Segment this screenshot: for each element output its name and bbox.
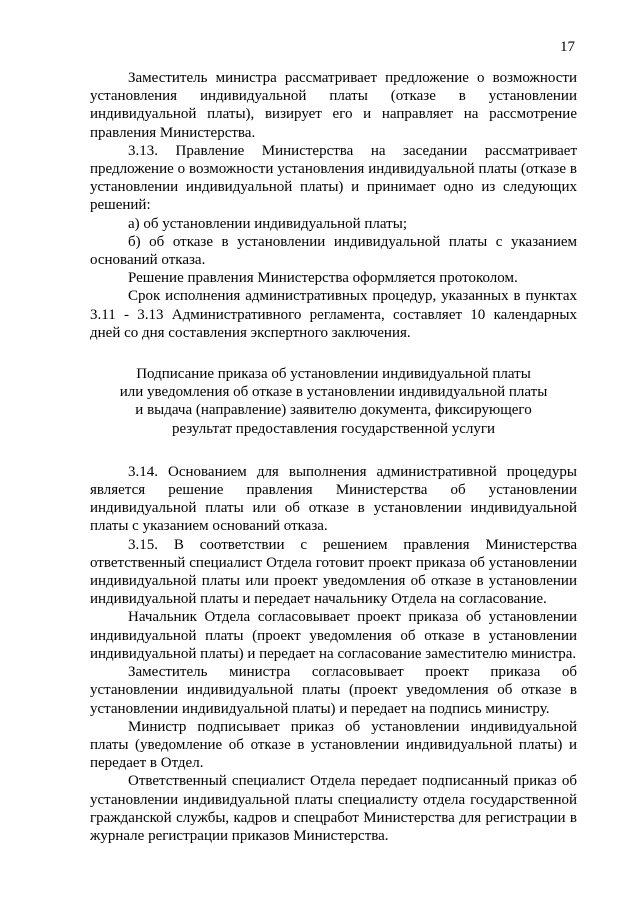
section-heading-line: и выдача (направление) заявителю документа, фиксирующего xyxy=(135,402,532,419)
paragraph-minister-signs: Министр подписывает приказ об установлении индивидуальной платы (уведомление об отказе в установлении индивидуальной платы) и передает в Отдел. xyxy=(90,718,577,772)
paragraph-3-14: 3.14. Основанием для выполнения административной процедуры является решение правления Министерства об установлении индивидуальной платы или об отказе в установлении индивидуальной платы с указанием оснований отказа. xyxy=(90,463,577,535)
paragraph-option-a: а) об установлении индивидуальной платы; xyxy=(128,215,407,232)
section-heading-line: Подписание приказа об установлении индивидуальной платы xyxy=(136,366,531,383)
page-number: 17 xyxy=(560,39,575,55)
section-heading xyxy=(90,365,577,438)
paragraph-protocol: Решение правления Министерства оформляется протоколом. xyxy=(128,270,518,287)
paragraph-option-b: б) об отказе в установлении индивидуальной платы с указанием оснований отказа. xyxy=(90,233,577,269)
paragraph-deadline: Срок исполнения административных процедур, указанных в пунктах 3.11 - 3.13 Административного регламента, составляет 10 календарных дней со дня составления экспертного заключения. xyxy=(90,288,577,341)
paragraph-3-13: 3.13. Правление Министерства на заседании рассматривает предложение о возможности установления индивидуальной платы (отказе в установлении индивидуальной платы) и принимает одно из следующих решений: xyxy=(90,142,577,214)
paragraph-3-15: 3.15. В соответствии с решением правления Министерства ответственный специалист Отдела готовит проект приказа об установлении индивидуальной платы или проект уведомления об отказе в установлении индивидуальной платы и передает начальнику Отдела на согласование. xyxy=(90,536,577,608)
paragraph-deputy-review: Заместитель министра рассматривает предложение о возможности установления индивидуальной платы (отказе в установлении индивидуальной платы), визирует его и направляет на рассмотрение правления Министерства. xyxy=(90,70,577,141)
section-heading-line: или уведомления об отказе в установлении индивидуальной платы xyxy=(119,384,548,401)
paragraph-registration: Ответственный специалист Отдела передает подписанный приказ об установлении индивидуальной платы специалисту отдела государственной гражданской службы, кадров и спецработ Министерства для регистрации в журнале регистрации приказов Министерства. xyxy=(90,773,577,844)
paragraph-deputy-approval: Заместитель министра согласовывает проект приказа об установлении индивидуальной платы (проект уведомления об отказе в установлении индивидуальной платы) и передает на подпись министру. xyxy=(90,664,577,717)
paragraph-head-approval: Начальник Отдела согласовывает проект приказа об установлении индивидуальной платы (проект уведомления об отказе в установлении индивидуальной платы) и передает на согласование заместителю министра. xyxy=(90,609,577,662)
document-body xyxy=(90,69,577,845)
section-heading-line: результат предоставления государственной услуги xyxy=(171,420,496,437)
